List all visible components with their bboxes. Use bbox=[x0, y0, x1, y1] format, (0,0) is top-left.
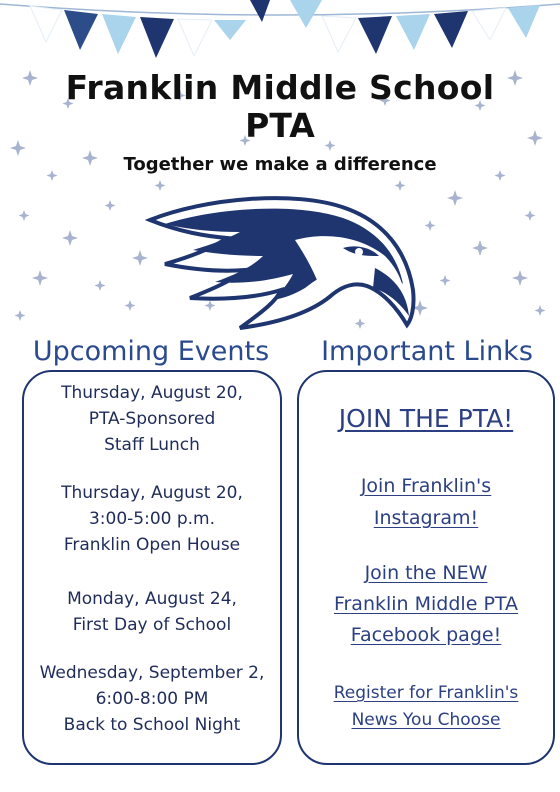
upcoming-events-heading: Upcoming Events bbox=[32, 336, 270, 367]
event-item: Thursday, August 20, PTA-Sponsored Staff Lunch bbox=[61, 383, 243, 455]
news-you-choose-link[interactable]: Register for Franklin's News You Choose bbox=[333, 683, 519, 730]
eagle-mascot-logo bbox=[145, 190, 420, 330]
facebook-link[interactable]: Join the NEW Franklin Middle PTA Facebook page! bbox=[333, 562, 519, 646]
important-links-heading: Important Links bbox=[321, 336, 533, 367]
page-title: Franklin Middle School bbox=[65, 68, 495, 107]
instagram-link[interactable]: Join Franklin's Instagram! bbox=[360, 475, 492, 529]
tagline: Together we make a difference bbox=[123, 154, 437, 175]
join-pta-link[interactable]: JOIN THE PTA! bbox=[338, 404, 514, 433]
event-item: Wednesday, September 2, 6:00-8:00 PM Back to School Night bbox=[39, 663, 265, 735]
page-title-pta: PTA bbox=[245, 106, 315, 145]
event-item: Monday, August 24, First Day of School bbox=[67, 589, 237, 635]
event-item: Thursday, August 20, 3:00-5:00 p.m. Franklin Open House bbox=[61, 483, 243, 555]
